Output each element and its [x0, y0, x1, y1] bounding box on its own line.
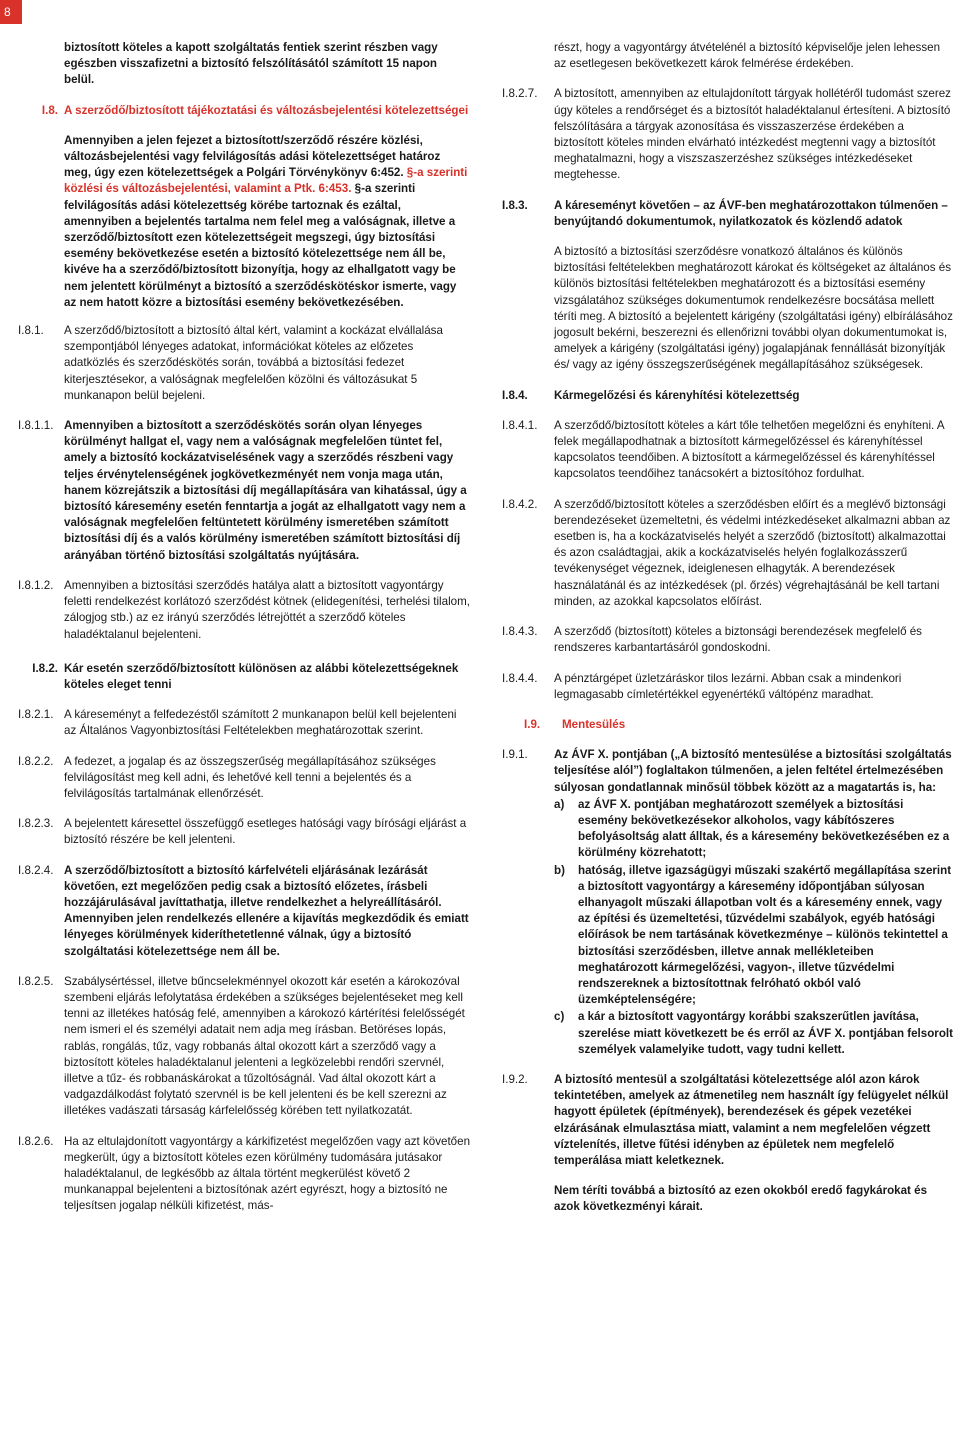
paragraph-I841	[502, 418, 954, 483]
paragraph-I822	[18, 754, 470, 803]
paragraph-text: A szerződő/biztosított köteles a szerződésben előírt és a meglévő biztonsági berendezéseket üzemeltetni, és védelmi intézkedéseket alkalmazni abban az esetben is, ha a kockázatviselés helyét a szerződő (biztosított) alkalmazottai és azon családtagjai, akik a kockázatviselés helyén foglalkozásszerű tevékenységet végeznek, ideiglenesen elhagyták. A berendezések használatánál és az intézkedések (pl. őrzés) végrehajtásánál be kell tartani minden, az azokkal kapcsolatos előírást.	[554, 497, 951, 608]
section-number: I.8.4.	[502, 388, 528, 402]
paragraph-I92	[502, 1072, 954, 1169]
section-title: A szerződő/biztosított tájékoztatási és változásbejelentési kötelezettségei	[64, 103, 469, 117]
paragraph-number: I.8.2.2.	[18, 754, 54, 768]
paragraph-I83	[554, 244, 954, 374]
paragraph-text-1: A biztosított, amennyiben az eltulajdonított tárgyak hollétéről tudomást szerez úgy köteles a rendőrséget és a biztosítót haladéktalanul értesíteni.	[554, 87, 951, 117]
paragraph-text: A biztosító a biztosítási szerződésre vonatkozó általános és különös biztosítási feltételekben meghatározott károkat és költségeket az általános és különös biztosítási feltételekben meghatározott és a biztosítási esemény vizsgálatához szükséges dokumentumok rendelkezésre bocsátása mellett téríti meg. A biztosító a bejelentett kárigény (szolgáltatási igény) elbírálásához jogosult bekérni, beszerezni és ellenőrizni további olyan dokumentumokat is, amelyek a kárigény (szolgáltatási igény) jogalapjának fennállását bizonyítják és/ vagy az igény összegszerűségének megállapításához szükségesek.	[554, 245, 953, 372]
list-item-label: c)	[554, 1010, 565, 1024]
continuation-paragraph	[64, 40, 470, 89]
paragraph-I811	[18, 418, 470, 564]
paragraph-text: A fedezet, a jogalap és az összegszerűség megállapításához szükséges felvilágosítást meg kell adni, és lehetővé kell tenni a bejelentés és a felvilágosítás tartalmának ellenőrzését.	[64, 754, 436, 800]
paragraph-number: I.8.4.4.	[502, 671, 538, 685]
paragraph-I844	[502, 671, 954, 703]
paragraph-number: I.8.2.6.	[18, 1134, 54, 1148]
paragraph-text: Az ÁVF X. pontjában („A biztosító mentesülése a biztosítási szolgáltatás teljesítése alól”) foglaltakon túlmenően, a jelen feltétel értelmezésében súlyosan gondatlannak minősül többek között az a magatartás is, ha:	[554, 748, 952, 794]
list-item	[554, 797, 954, 862]
left-column	[18, 40, 470, 1229]
section-number: I.8.3.	[502, 198, 528, 212]
paragraph-I823	[18, 816, 470, 848]
intro-text-a: Amennyiben a jelen fejezet a biztosított/szerződő részére közlési, változásbejelentési vagy felvilágosítás adási kötelezettséget határoz meg, úgy ezen kötelezettségek a Polgári Törvénykönyv 6:452.	[64, 133, 441, 180]
paragraph-number: I.8.2.3.	[18, 817, 54, 831]
list-item-text: az ÁVF X. pontjában meghatározott személyek a biztosítási esemény bekövetkezésekor alkoholos, vagy kábítószeres befolyásoltság alatt álltak, és a káresemény bekövetkezésében ez a körülmény közrehatott;	[578, 797, 950, 860]
continuation-text: részt, hogy a vagyontárgy átvételénél a biztosító képviselője jelen lehessen az esetlegesen bekövetkezett károk felmérése érdekében.	[554, 41, 941, 71]
paragraph-I842	[502, 497, 954, 610]
paragraph-number: I.9.1.	[502, 748, 528, 762]
paragraph-text: Szabálysértéssel, illetve bűncselekménnyel okozott kár esetén a károkozóval szembeni eljárás lefolytatása érdekében a szükséges bejelentéseket meg kell tenni az illetékes hatóság felé, amennyiben a károkozó kártérítési felelősségét nem ismeri el és személyi adatait nem adja meg írásban. Betöréses lopás, rablás, rongálás, tűz, vagy robbanás által okozott kárt a szerződő vagy a biztosított köteles haladéktalanul jelenteni a legközelebbi rendőri szervnél, illetve a tűz- és robbanáskárokat a tűzoltóságnál. Vad által okozott kárt a vadgazdálkodást folytató szervnél is be kell jelenteni és be kell szerezni az illetékes vadászati társaság kárfelelősség körében tett nyilatkozatát.	[64, 974, 465, 1118]
paragraph-I843	[502, 624, 954, 656]
paragraph-text: A káreseményt a felfedezéstől számított 2 munkanapon belül kell bejelenteni az Általános Vagyonbiztosítási Feltételekben meghatározottak szerint.	[64, 708, 457, 738]
paragraph-number: I.8.1.	[18, 324, 44, 338]
intro-text-c: §-a szerinti felvilágosítás adási kötelezettség körébe tartoznak és ezáltal, amennyiben a bejelentés tartalma nem felel meg a valóságnak, illetve a szerződő/biztosított ezen kötelezettségeit megszegi, úgy biztosítási esemény bekövetkezése esetén a biztosító kötelezettsége nem áll be, kivéve ha a szerződő/biztosított bizonyítja, hogy az elhallgatott vagy be nem jelentett körülményt a biztosító a szerződéskötéskor ismerte, vagy az nem hatott közre a biztosítási esemény bekövetkezésében.	[64, 182, 457, 309]
paragraph-I92-continued	[554, 1183, 954, 1215]
continuation-paragraph	[554, 40, 954, 72]
list-item-text: a kár a biztosított vagyontárgy korábbi szakszerűtlen javítása, szerelése miatt következett be és erről az ÁVF X. pontjában felsorolt személyek valamelyike tudott, vagy tudni kellett.	[578, 1010, 953, 1056]
list-item-label: a)	[554, 797, 565, 811]
paragraph-I824	[18, 863, 470, 960]
paragraph-text: A bejelentett káresettel összefüggő esetleges hatósági vagy bírósági eljárást a biztosító részére be kell jelenteni.	[64, 817, 467, 847]
paragraph-I821	[18, 707, 470, 739]
intro-text-b: §-a szerinti közlési és változásbejelentési, valamint a Ptk. 6:453.	[64, 166, 468, 196]
paragraph-I827	[502, 86, 954, 183]
section-number: I.8.2.	[32, 661, 58, 675]
paragraph-number: I.8.2.5.	[18, 974, 54, 988]
section-intro	[64, 133, 470, 311]
paragraph-I81	[18, 323, 470, 404]
paragraph-number: I.8.1.1.	[18, 419, 54, 433]
section-heading-I9	[524, 717, 954, 733]
paragraph-number: I.9.2.	[502, 1072, 528, 1086]
paragraph-number: I.8.2.1.	[18, 708, 54, 722]
paragraph-I91	[502, 747, 954, 1058]
section-title: Kármegelőzési és kárenyhítési kötelezettség	[554, 388, 800, 402]
paragraph-number: I.8.1.2.	[18, 578, 54, 592]
section-heading-I82	[18, 661, 470, 693]
paragraph-number: I.8.2.7.	[502, 87, 538, 101]
list-item	[554, 863, 954, 1009]
right-column	[502, 40, 954, 1216]
section-heading-I84	[502, 388, 954, 404]
page-number: 8	[0, 0, 22, 24]
section-title: A káreseményt követően – az ÁVF-ben meghatározottakon túlmenően – benyújtandó dokumentumok, nyilatkozatok és közlendő adatok	[554, 198, 948, 228]
list-item	[554, 1009, 954, 1058]
paragraph-I826	[18, 1134, 470, 1215]
section-heading-I8	[18, 103, 470, 119]
paragraph-text	[554, 86, 954, 183]
paragraph-text: A szerződő/biztosított a biztosító által kért, valamint a kockázat elvállalása szempontjából lényeges adatokat, információkat köteles az előzetes adatközlés és szerződéskötés során, továbbá a biztosítási fedezet kiterjesztésekor, a valóságnak megfelelően közölni és változásukat 5 munkanapon belül bejeleni.	[64, 324, 443, 402]
paragraph-number: I.8.4.3.	[502, 625, 538, 639]
paragraph-text-2: A biztosító felszólítására a tárgyak azonosítása és visszaszerzése érdekében a biztosított köteles minden elvárható intézkedést megtenni vagy a biztosítót meghatalmazni, hogy a viszszaszerzéshez szükséges intézkedéseket megtehesse.	[554, 103, 951, 182]
paragraph-text: A szerződő/biztosított köteles a kárt tőle telhetően megelőzni és enyhíteni. A felek megállapodhatnak a biztosított kármegelőzéssel és kárenyhítéssel kapcsolatos teendőiben. A biztosított a kármegelőzéssel és kárenyhítéssel kapcsolatos teendőihez tanácsokért a biztosítóhoz fordulhat.	[554, 418, 944, 481]
paragraph-number: I.8.4.1.	[502, 418, 538, 432]
paragraph-text: A szerződő/biztosított a biztosító kárfelvételi eljárásának lezárását követően, ezt megelőzően pedig csak a biztosító előzetes, írásbeli hozzájárulásával javíttathatja, illetve rendelkezhet a helyreállításáról. Amennyiben jelen rendelkezés ellenére a kijavítás megkezdődik és emiatt lényeges körülmények kideríthetetlenné válnak, úgy a biztosító szolgáltatási kötelezettsége nem áll be.	[64, 863, 469, 958]
paragraph-text: A biztosító mentesül a szolgáltatási kötelezettsége alól azon károk tekintetében, amelyek az átmenetileg nem használt így felügyelet nélkül hagyott épületek (építmények), berendezések és gépek vezetékei elzárásának elmulasztása miatt, valamint a nem megfelelően végzett víztelenítés, illetve fűtési idényben az épületek nem megfelelő temperálása miatt keletkeznek.	[554, 1072, 949, 1167]
section-number: I.9.	[524, 717, 541, 731]
paragraph-I825	[18, 974, 470, 1120]
section-title: Kár esetén szerződő/biztosított különösen az alábbi kötelezettségeknek köteles eleget tenni	[64, 661, 459, 691]
paragraph-I812	[18, 578, 470, 643]
section-title: Mentesülés	[562, 717, 626, 731]
paragraph-text: A szerződő (biztosított) köteles a biztonsági berendezések megfelelő és rendszeres karbantartásáról gondoskodni.	[554, 625, 922, 655]
paragraph-text: A pénztárgépet üzletzáráskor tilos lezárni. Abban csak a mindenkori legmagasabb címletértékkel egyenértékű váltópénz maradhat.	[554, 671, 902, 701]
list-item-label: b)	[554, 863, 565, 877]
section-number: I.8.	[41, 103, 58, 117]
section-heading-I83	[502, 198, 954, 230]
list-item-text: hatóság, illetve igazságügyi műszaki szakértő megállapítása szerint a biztosított vagyontárgy a káresemény időpontjában súlyosan elhanyagolt műszaki állapotban volt és a káresemény ennek, vagy az építési és üzemeltetési, tűzvédelmi szabályok, egyéb hatósági előírások be nem tartásának következménye – különös tekintettel a biztosítási szerződésben, illetve annak mellékleteiben meghatározott kármegelőzési, vagyon-, illetve tűzvédelmi rendszereknek a biztosítottnak felróható okból való üzemképtelenségére;	[578, 863, 952, 1007]
paragraph-text: Ha az eltulajdonított vagyontárgy a kárkifizetést megelőzően vagy azt követően megkerült, úgy a biztosított köteles ezen körülmény tudomására jutásakor haladéktalanul, de legkésőbb az általa történt megkerülést követő 2 munkanappal bejelenteni a biztosítónak azért egyrészt, hogy a biztosító ne teljesítsen jogalap nélküli kifizetést, más-	[64, 1134, 471, 1213]
paragraph-number: I.8.4.2.	[502, 497, 538, 511]
continuation-text: biztosított köteles a kapott szolgáltatás fentiek szerint részben vagy egészben visszafizetni a biztosító felszólításától számított 15 napon belül.	[64, 41, 438, 87]
paragraph-text: Amennyiben a biztosítási szerződés hatálya alatt a biztosított vagyontárgy feletti rendelkezést korlátozó szerződést kötnek (elidegenítési, terhelési tilalom, zálogjog stb.) az ez irányú szerződés létrejöttét a szerződő köteles haladéktalanul bejelenteni.	[64, 578, 470, 641]
paragraph-number: I.8.2.4.	[18, 863, 54, 877]
paragraph-text: Amennyiben a biztosított a szerződéskötés során olyan lényeges körülményt hallgat el, vagy nem a valóságnak megfelelően tüntet fel, amely a biztosító kockázatviselésének vagy a szerződés részbeni vagy teljes érvénytelenségének jogkövetkezményét nem vonja maga után, hanem közrejátszik a biztosítási díj megállapítására van kihatással, úgy a biztosító káresemény esetén fenntartja a jogát az elhallgatott vagy nem a valóságnak megfelelően feltüntetett körülmény ismeretében számított biztosítási díj és a valós körülmény ismeretében számított biztosítási díj arányában történő biztosítási szolgáltatás nyújtására.	[64, 419, 467, 562]
paragraph-text: Nem téríti továbbá a biztosító az ezen okokból eredő fagykárokat és azok következményi kárait.	[554, 1184, 928, 1214]
